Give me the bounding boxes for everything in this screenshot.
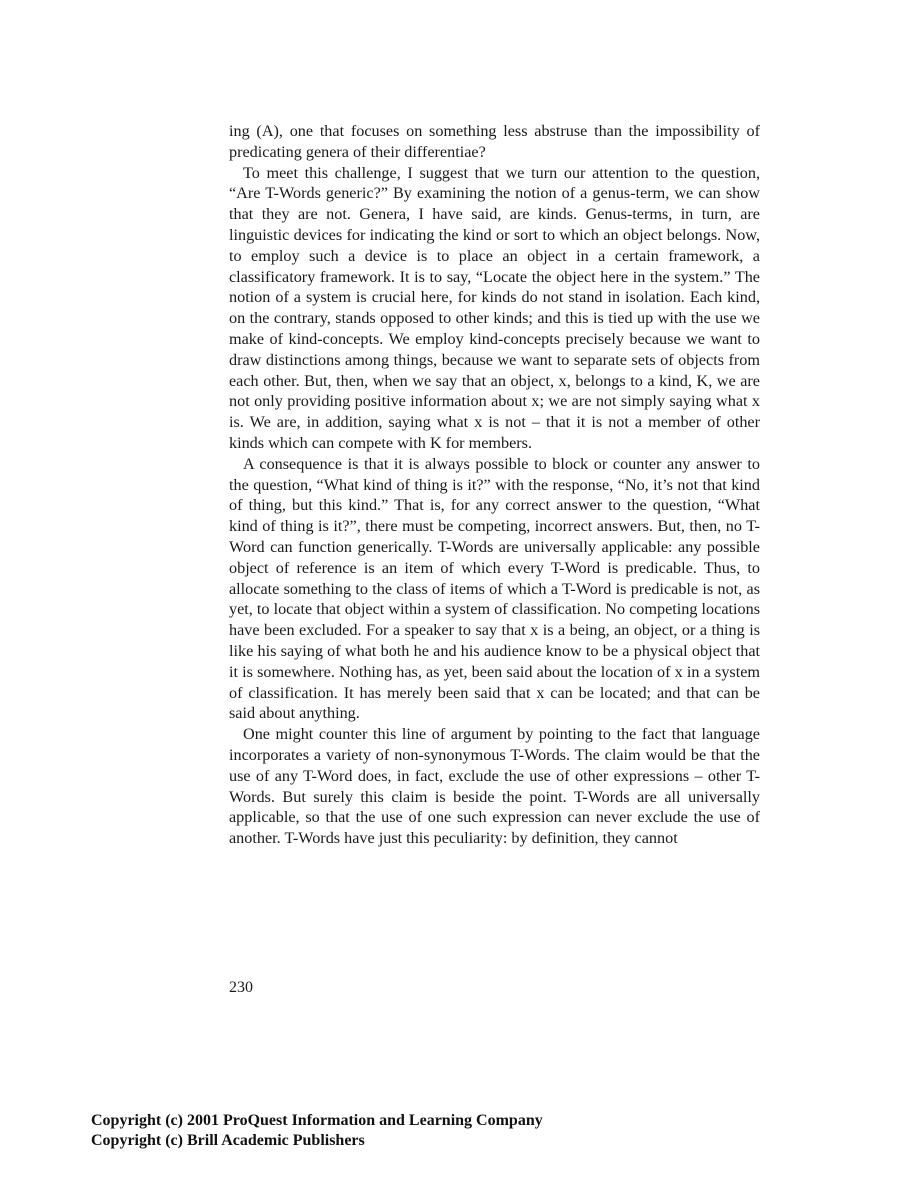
page-body bbox=[229, 121, 760, 849]
copyright-line-brill: Copyright (c) Brill Academic Publishers bbox=[91, 1132, 365, 1149]
paragraph-4: One might counter this line of argument by pointing to the fact that language incorporates a variety of non-synonymous T-Words. The claim would be that the use of any T-Word does, in fact, exclude the use of other expressions – other T-Words. But surely this claim is beside the point. T-Words are all universally applicable, so that the use of one such expression can never exclude the use of another. T-Words have just this peculiarity: by definition, they cannot bbox=[229, 725, 760, 848]
copyright-notice bbox=[91, 1111, 543, 1151]
paragraph-1: ing (A), one that focuses on something less abstruse than the impossibility of predicating genera of their differentiae? bbox=[229, 122, 760, 161]
copyright-line-proquest: Copyright (c) 2001 ProQuest Information and Learning Company bbox=[91, 1112, 543, 1129]
page-number: 230 bbox=[229, 979, 253, 996]
paragraph-2: To meet this challenge, I suggest that we turn our attention to the question, “Are T-Words generic?” By examining the notion of a genus-term, we can show that they are not. Genera, I have said, are kinds. Genus-terms, in turn, are linguistic devices for indicating the kind or sort to which an object belongs. Now, to employ such a device is to place an object in a certain framework, a classificatory framework. It is to say, “Locate the object here in the system.” The notion of a system is crucial here, for kinds do not stand in isolation. Each kind, on the contrary, stands opposed to other kinds; and this is tied up with the use we make of kind-concepts. We employ kind-concepts precisely because we want to draw distinctions among things, because we want to separate sets of objects from each other. But, then, when we say that an object, x, belongs to a kind, K, we are not only providing positive information about x; we are not simply saying what x is. We are, in addition, saying what x is not – that it is not a member of other kinds which can compete with K for members. bbox=[229, 163, 760, 452]
paragraph-3: A consequence is that it is always possible to block or counter any answer to the question, “What kind of thing is it?” with the response, “No, it’s not that kind of thing, but this kind.” That is, for any correct answer to the question, “What kind of thing is it?”, there must be competing, incorrect answers. But, then, no T-Word can function generically. T-Words are universally applicable: any possible object of reference is an item of which every T-Word is predicable. Thus, to allocate something to the class of items of which a T-Word is predicable is not, as yet, to locate that object within a system of classification. No competing locations have been excluded. For a speaker to say that x is a being, an object, or a thing is like his saying of what both he and his audience know to be a physical object that it is somewhere. Nothing has, as yet, been said about the location of x in a system of classification. It has merely been said that x can be located; and that can be said about anything. bbox=[229, 454, 760, 723]
